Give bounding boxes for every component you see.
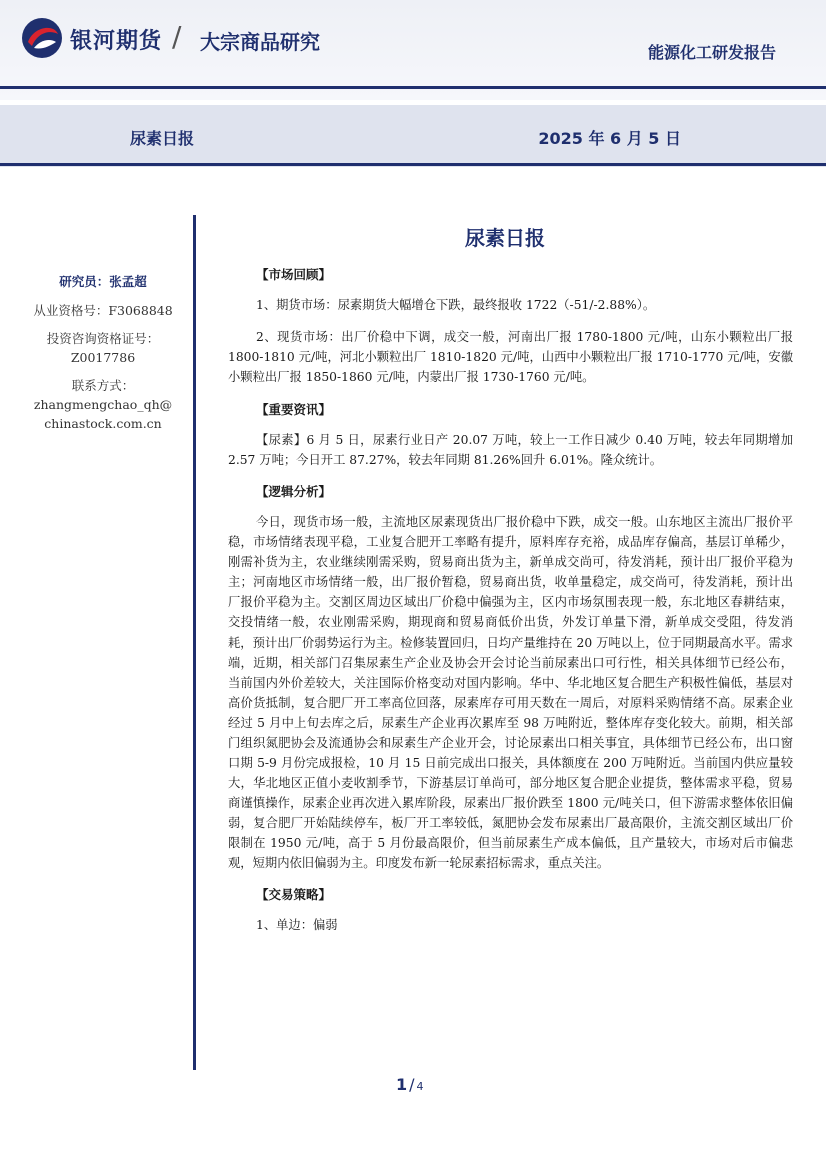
page-current: 1 [396,1075,408,1094]
header-rule [0,86,826,89]
researcher-name: 研究员：张孟超 [59,274,147,289]
division-name: 大宗商品研究 [200,30,320,54]
page-separator: / [409,1075,415,1094]
report-type: 能源化工研发报告 [647,43,776,62]
document-title: 尿素日报 [465,226,545,250]
section-heading-market-review: 【市场回顾】 [256,267,332,282]
report-body [228,265,793,947]
sidebar-divider [193,215,196,1070]
band-title: 尿素日报 [130,129,195,148]
title-band [0,105,826,167]
consult-label: 投资咨询资格证号： [46,330,160,346]
consult-number: Z0017786 [70,350,136,366]
report-date: 2025 年 6 月 5 日 [538,129,681,148]
contact-label: 联系方式： [71,377,135,393]
email-line-1[interactable]: zhangmengchao_qh@ [33,396,173,412]
spot-market-paragraph: 2、现货市场：出厂价稳中下调，成交一般，河南出厂报 1780-1800 元/吨，山东小颗粒出厂报 1800-1810 元/吨，河北小颗粒出厂 1810-1820 元/吨，山西中小颗粒出厂报 1710-1770 元/吨，安徽小颗粒出厂报 1850-1860 元/吨，内蒙出厂报 1730-1760 元/吨。 [228,330,793,385]
futures-market-paragraph: 1、期货市场：尿素期货大幅增仓下跌，最终报收 1722（-51/-2.88%）。 [256,298,656,313]
section-heading-analysis: 【逻辑分析】 [256,483,332,499]
page-total: 4 [416,1080,424,1093]
email-line-2[interactable]: chinastock.com.cn [44,416,162,432]
brand-name: 银河期货 [70,29,163,54]
page-number [396,1075,424,1094]
band-rule [0,163,826,166]
galaxy-futures-logo-icon [20,16,64,60]
news-paragraph: 【尿素】6 月 5 日，尿素行业日产 20.07 万吨，较上一工作日减少 0.40 万吨，较去年同期增加 2.57 万吨；今日开工 87.27%，较去年同期 81.26%回升 6.01%。隆众统计。 [228,432,793,467]
author-sidebar [18,272,188,434]
header-divider: / [172,20,182,53]
section-heading-news: 【重要资讯】 [256,401,332,417]
analysis-paragraph: 今日，现货市场一般，主流地区尿素现货出厂报价稳中下跌，成交一般。山东地区主流出厂报价平稳，市场情绪表现平稳，工业复合肥开工率略有提升，原料库存充裕，成品库存偏高，基层订单稀少，刚需补货为主，农业继续刚需采购，贸易商出货为主，新单成交尚可，待发消耗，预计出厂报价平稳为主；河南地区市场情绪一般，出厂报价暂稳，贸易商出货，收单量稳定，成交尚可，待发消耗，预计出厂报价平稳为主。交割区周边区域出厂价稳中偏强为主，区内市场氛围表现一般，东北地区春耕结束，交投情绪一般，农业刚需采购，期现商和贸易商低价出货，外发订单量下滑，新单成交受阻，待发消耗，预计出厂价弱势运行为主。检修装置回归，日均产量维持在 20 万吨以上，位于同期最高水平。需求端，近期，相关部门召集尿素生产企业及协会开会讨论当前尿素出口可行性，相关具体细节已经公布，当前国内外价差较大，关注国际价格变动对国内影响。华中、华北地区复合肥生产积极性偏低，基层对高价货抵制，复合肥厂开工率高位回落，尿素库存可用天数在一周后，对原料采购情绪不高。尿素企业经过 5 月中上旬去库之后，尿素生产企业再次累库至 98 万吨附近，整体库存变化较大。前期，相关部门组织氮肥协会及流通协会和尿素生产企业开会，讨论尿素出口相关事宜，具体细节已经公布，出口窗口期 5-9 月份完成报检，10 月 15 日前完成出口报关，具体额度在 200 万吨附近。当前国内供应量较大，华北地区正值小麦收割季节，下游基层订单尚可，部分地区复合肥企业提货，整体需求平稳，贸易商谨慎操作，尿素企业再次进入累库阶段，尿素出厂报价跌至 1800 元/吨关口，但下游需求整体依旧偏弱，复合肥厂开始陆续停车，板厂开工率较低，氮肥协会发布尿素出厂最高限价，主流交割区域出厂价限制在 1950 元/吨，高于 5 月份最高限价，但当前尿素生产成本偏低，且产量较大，市场对后市偏悲观，短期内依旧偏弱为主。印度发布新一轮尿素招标需求，重点关注。 [228,515,793,870]
strategy-paragraph: 1、单边：偏弱 [256,918,338,933]
qualification-number: 从业资格号：F3068848 [33,303,173,319]
section-heading-strategy: 【交易策略】 [256,886,332,902]
